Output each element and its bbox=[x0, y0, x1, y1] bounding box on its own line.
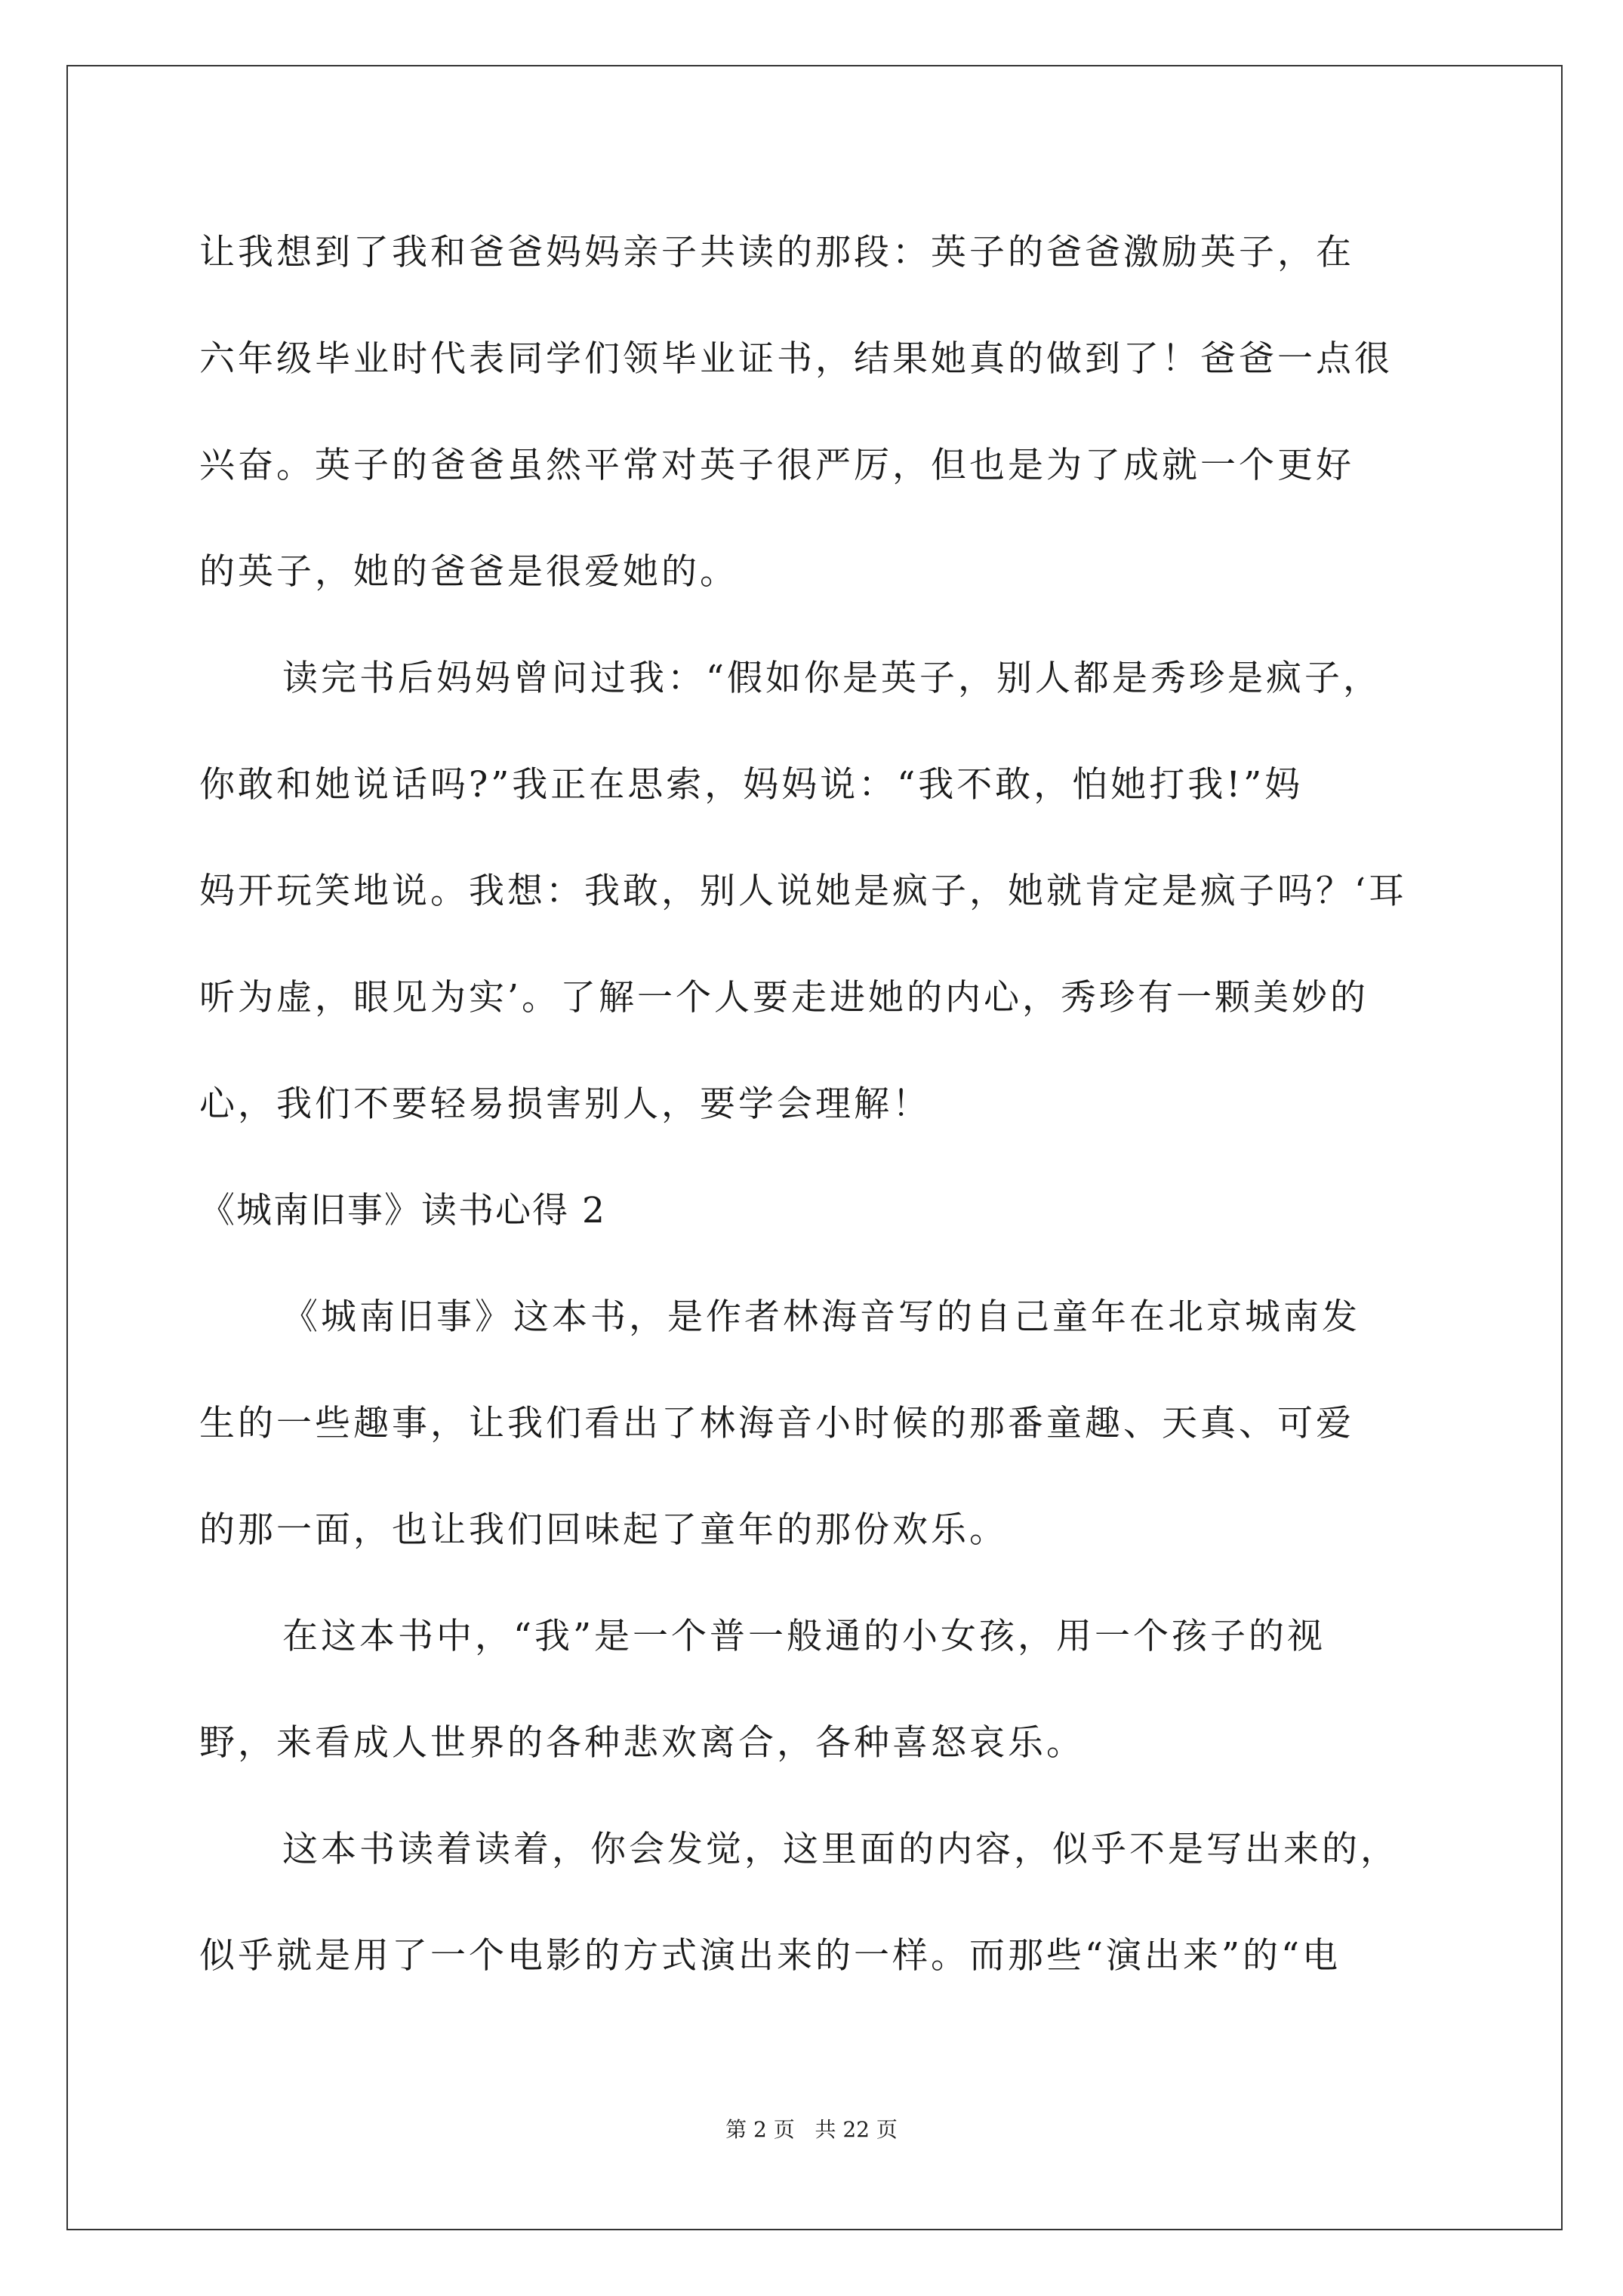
section-heading: 《城南旧事》读书心得 2 bbox=[199, 1190, 606, 1231]
text-line: 野，来看成人世界的各种悲欢离合，各种喜怒哀乐。 bbox=[199, 1722, 1085, 1764]
text-line: 似乎就是用了一个电影的方式演出来的一样。而那些“演出来”的“电 bbox=[199, 1935, 1341, 1977]
text-line: 读完书后妈妈曾问过我：“假如你是英子，别人都是秀珍是疯子， bbox=[282, 658, 1382, 699]
text-line: 的英子，她的爸爸是很爱她的。 bbox=[199, 551, 738, 593]
text-line: 听为虚，眼见为实’。了解一个人要走进她的内心，秀珍有一颗美妙的 bbox=[199, 977, 1369, 1019]
text-line: 六年级毕业时代表同学们领毕业证书，结果她真的做到了！爸爸一点很 bbox=[199, 338, 1393, 380]
page-border bbox=[66, 65, 1563, 2230]
text-line: 《城南旧事》这本书，是作者林海音写的自己童年在北京城南发 bbox=[282, 1296, 1360, 1338]
text-line: 心，我们不要轻易损害别人，要学会理解！ bbox=[199, 1083, 931, 1125]
text-line: 兴奋。英子的爸爸虽然平常对英子很严厉，但也是为了成就一个更好 bbox=[199, 445, 1354, 486]
text-line: 在这本书中，“我”是一个普一般通的小女孩，用一个孩子的视 bbox=[282, 1616, 1326, 1657]
text-line: 生的一些趣事，让我们看出了林海音小时候的那番童趣、天真、可爱 bbox=[199, 1403, 1354, 1444]
text-line: 妈开玩笑地说。我想：我敢，别人说她是疯子，她就肯定是疯子吗？‘耳 bbox=[199, 871, 1407, 912]
page-number-footer: 第 2 页 共 22 页 bbox=[725, 2117, 898, 2142]
text-line: 让我想到了我和爸爸妈妈亲子共读的那段：英子的爸爸激励英子，在 bbox=[199, 232, 1354, 273]
text-line: 这本书读着读着，你会发觉，这里面的内容，似乎不是写出来的， bbox=[282, 1829, 1399, 1870]
text-line: 的那一面，也让我们回味起了童年的那份欢乐。 bbox=[199, 1509, 1008, 1551]
text-line: 你敢和她说话吗?”我正在思索，妈妈说：“我不敢，怕她打我!”妈 bbox=[199, 764, 1304, 806]
